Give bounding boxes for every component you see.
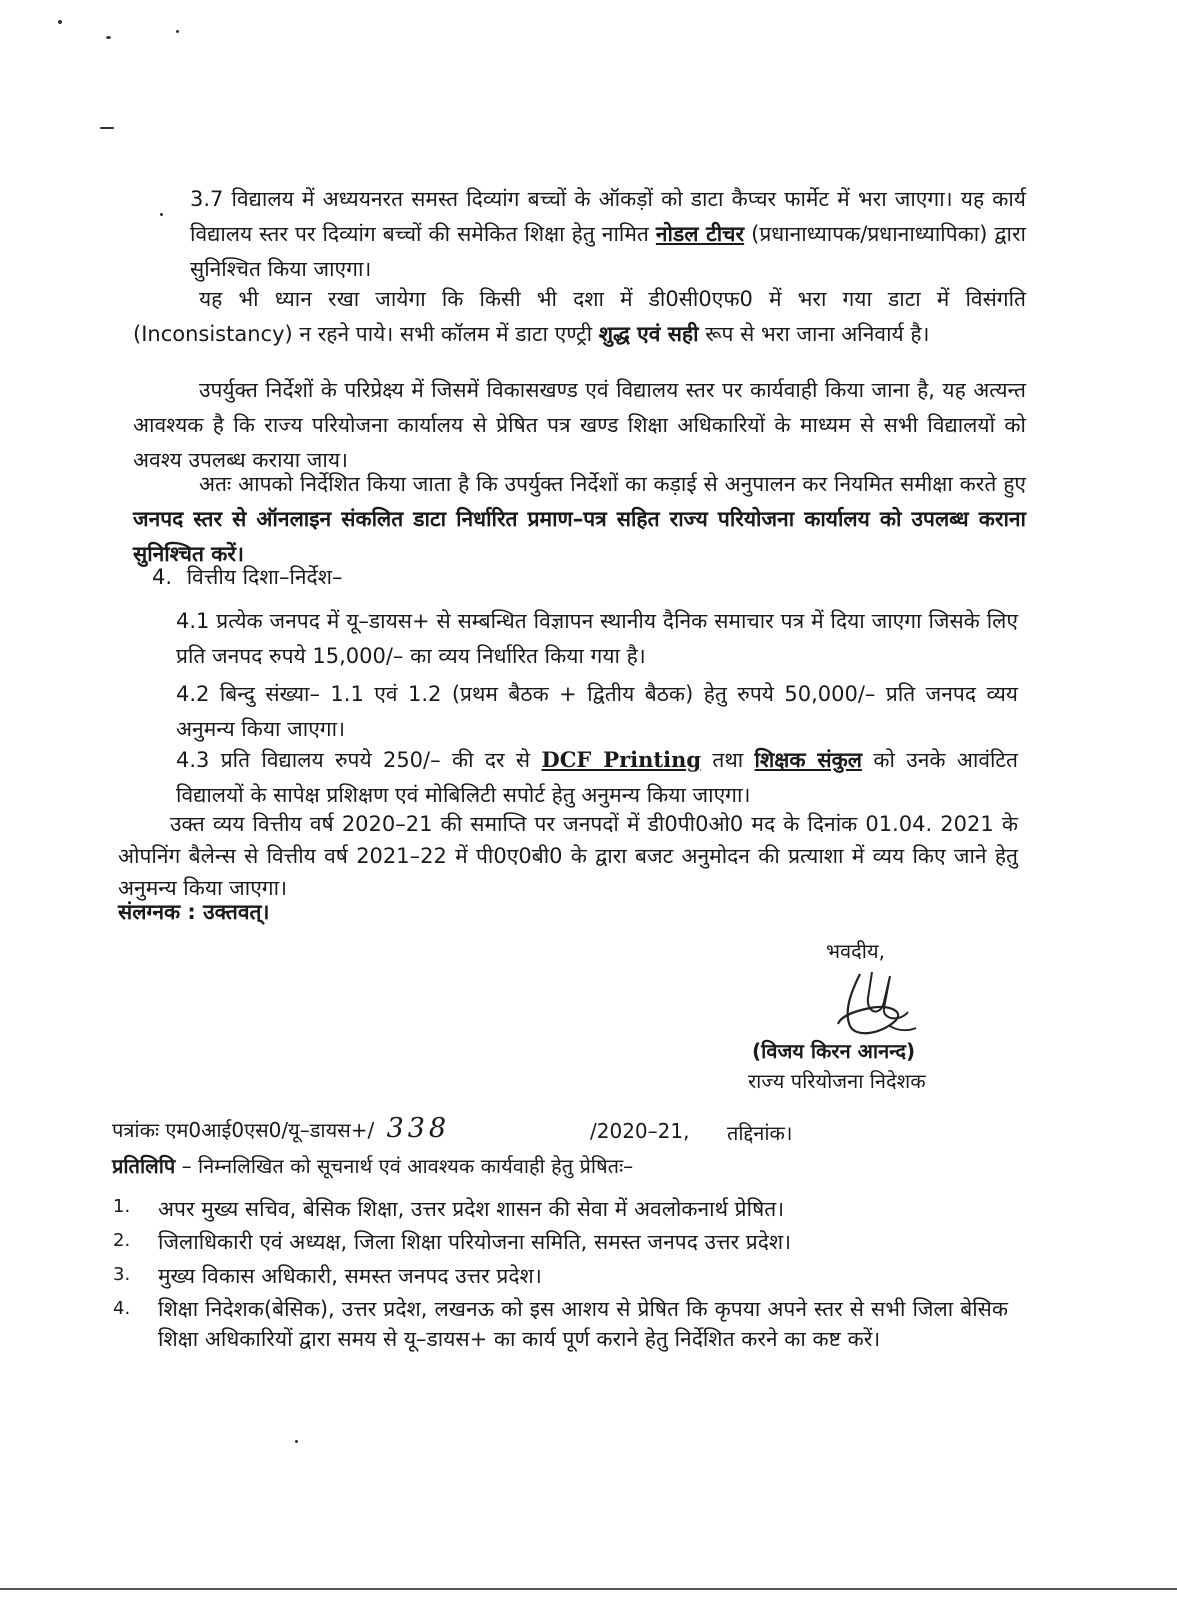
signatory-designation: राज्य परियोजना निदेशक <box>748 1069 926 1093</box>
scan-speck <box>160 213 163 216</box>
enclosure-line: संलग्नक : उक्तवत्। <box>118 900 270 924</box>
reference-date: तद्दिनांक। <box>727 1121 793 1145</box>
dcf-printing-term: DCF Printing <box>541 747 702 772</box>
paragraph-text: विद्यालय में अध्ययनरत समस्त दिव्यांग बच्चों के ऑकड़ों को डाटा कैप्चर फार्मेट में भरा जाएगा। यह कार्य विद्यालय स्तर पर दिव्यांग बच्चों की समेकित शिक्षा हेतु नामित <box>190 187 1026 246</box>
scan-speck <box>295 1440 298 1443</box>
paragraph-3-7 <box>190 182 1026 287</box>
copy-item-text: मुख्य विकास अधिकारी, समस्त जनपद उत्तर प्रदेश। <box>158 1264 542 1288</box>
section-number: 4. <box>152 565 173 589</box>
signature-scribble <box>820 968 930 1040</box>
scan-speck <box>58 20 62 24</box>
paragraph-directive <box>133 467 1026 572</box>
section-4-heading <box>152 563 343 591</box>
nodal-teacher-term: नोडल टीचर <box>655 222 745 246</box>
copy-item-text: अपर मुख्य सचिव, बेसिक शिक्षा, उत्तर प्रदेश शासन की सेवा में अवलोकनार्थ प्रेषित। <box>158 1197 785 1221</box>
paragraph-4-3 <box>176 742 1018 813</box>
paragraph-expense: उक्त व्यय वित्तीय वर्ष 2020–21 की समाप्ति पर जनपदों में डी0पी0ओ0 मद के दिनांक 01.04. 2021 के ओपनिंग बैलेन्स से वित्तीय वर्ष 2021–22 में पी0ए0बी0 के द्वारा बजट अनुमोदन की प्रत्याशा में व्यय किए जाने हेतु अनुमन्य किया जाएगा। <box>118 812 1018 900</box>
copy-item-text: शिक्षा निदेशक(बेसिक), उत्तर प्रदेश, लखनऊ को इस आशय से प्रेषित कि कृपया अपने स्तर से सभी जिला बेसिक शिक्षा अधिकारियों द्वारा समय से यू–डायस+ का कार्य पूर्ण कराने हेतु निर्देशित करने का कष्ट करें। <box>158 1297 1008 1351</box>
paragraph-text: (प्रधानाध्यापक/प्रधानाध्यापिका) द्वारा सुनिश्चित किया जाएगा। <box>190 222 1026 281</box>
copy-to-intro: – निम्नलिखित को सूचनार्थ एवं आवश्यक कार्यवाही हेतु प्रेषितः– <box>181 1154 634 1178</box>
paragraph-context: उपर्युक्त निर्देशों के परिप्रेक्ष्य में जिसमें विकासखण्ड एवं विद्यालय स्तर पर कार्यवाही किया जाना है, यह अत्यन्त आवश्यक है कि राज्य परियोजना कार्यालय से प्रेषित पत्र खण्ड शिक्षा अधिकारियों के माध्यम से सभी विद्यालयों को अवश्य उपलब्ध कराया जाय। <box>133 378 1026 472</box>
shikshak-sankul-term: शिक्षक संकुल <box>754 748 862 772</box>
paragraph-text: रूप से भरा जाना अनिवार्य है। <box>705 322 930 346</box>
scan-speck <box>176 30 179 33</box>
scan-speck <box>100 127 114 129</box>
reference-year: /2020–21, <box>590 1119 690 1143</box>
copy-item-number: 2. <box>113 1230 131 1251</box>
copy-item-number: 1. <box>113 1196 131 1217</box>
letter-reference <box>112 1113 872 1153</box>
closing-salutation: भवदीय, <box>826 939 885 963</box>
section-title: वित्तीय दिशा–निर्देश– <box>186 565 343 589</box>
copy-item-number: 3. <box>113 1264 131 1285</box>
reference-number: 338 <box>386 1113 451 1144</box>
paragraph-text: तथा <box>712 748 744 772</box>
paragraph-text: अतः आपको निर्देशित किया जाता है कि उपर्युक्त निर्देशों का कड़ाई से अनुपालन कर नियमित समीक्षा करते हुए <box>199 472 1026 496</box>
paragraph-4-1: 4.1 प्रत्येक जनपद में यू–डायस+ से सम्बन्धित विज्ञापन स्थानीय दैनिक समाचार पत्र में दिया जाएगा जिसके लिए प्रति जनपद रुपये 15,000/– का व्यय निर्धारित किया गया है। <box>176 609 1018 668</box>
copy-to-label: प्रतिलिपि <box>112 1154 176 1178</box>
emphasis-text: जनपद स्तर से ऑनलाइन संकलित डाटा निर्धारित प्रमाण–पत्र सहित राज्य परियोजना कार्यालय को उपलब्ध कराना सुनिश्चित करें। <box>133 507 1026 566</box>
scan-speck <box>106 36 111 39</box>
copy-to-heading <box>112 1152 633 1179</box>
paragraph-number: 3.7 <box>190 187 224 211</box>
reference-prefix: पत्रांकः एम0आई0एस0/यू–डायस+/ <box>112 1118 375 1142</box>
signatory-name: (विजय किरन आनन्द) <box>752 1039 916 1063</box>
copy-item-text: जिलाधिकारी एवं अध्यक्ष, जिला शिक्षा परियोजना समिति, समस्त जनपद उत्तर प्रदेश। <box>158 1230 792 1254</box>
paragraph-4-2: 4.2 बिन्दु संख्या– 1.1 एवं 1.2 (प्रथम बैठक + द्वितीय बैठक) हेतु रुपये 50,000/– प्रति जनपद व्यय अनुमन्य किया जाएगा। <box>176 682 1018 741</box>
page-bottom-edge <box>0 1588 1177 1590</box>
emphasis-text: शुद्ध एवं सही <box>598 322 699 346</box>
copy-item-number: 4. <box>113 1298 131 1319</box>
paragraph-text: को उनके आवंटित विद्यालयों के सापेक्ष प्रशिक्षण एवं मोबिलिटी सपोर्ट हेतु अनुमन्य किया जाएगा। <box>176 748 1018 807</box>
paragraph-text: यह भी ध्यान रखा जायेगा कि किसी भी दशा में डी0सी0एफ0 में भरा गया डाटा में विसंगति (Inconsistancy) न रहने पाये। सभी कॉलम में डाटा एण्ट्री <box>133 287 1026 346</box>
paragraph-dcf-accuracy <box>133 282 1026 352</box>
paragraph-text: 4.3 प्रति विद्यालय रुपये 250/– की दर से <box>176 748 531 772</box>
